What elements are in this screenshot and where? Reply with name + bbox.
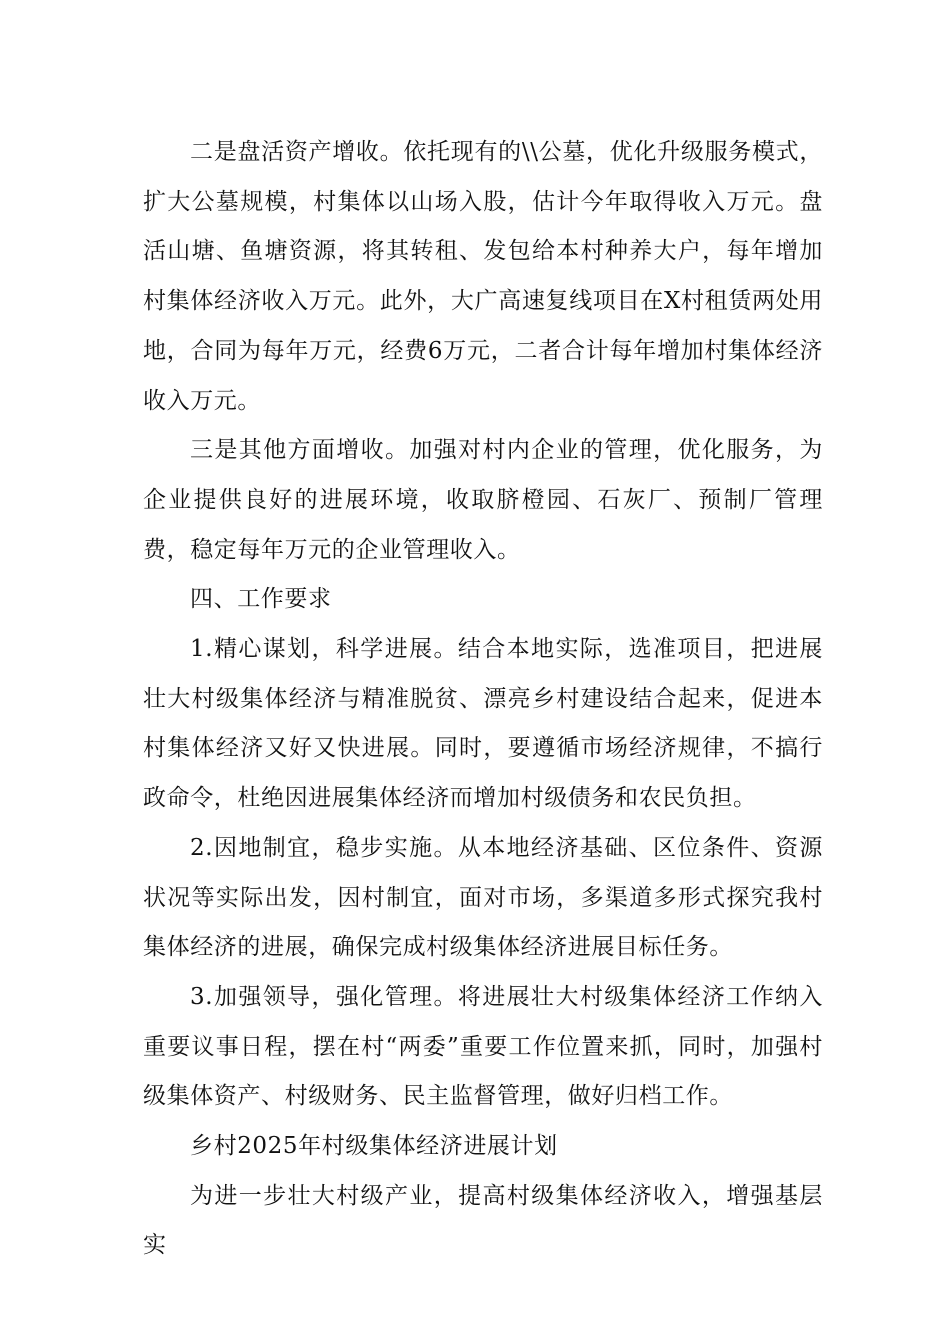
paragraph-requirement-2: 2.因地制宜，稳步实施。从本地经济基础、区位条件、资源状况等实际出发，因村制宜，面对市场，多渠道多形式探究我村集体经济的进展，确保完成村级集体经济进展目标任务。 — [143, 834, 823, 961]
paragraph-requirement-3: 3.加强领导，强化管理。将进展壮大村级集体经济工作纳入重要议事日程，摆在村“两委”重要工作位置来抓，同时，加强村级集体资产、村级财务、民主监督管理，做好归档工作。 — [143, 983, 823, 1110]
section-heading-work-requirements: 四、工作要求 — [190, 586, 332, 613]
document-subtitle: 乡村2025年村级集体经济进展计划 — [190, 1133, 558, 1160]
paragraph-other-income: 三是其他方面增收。加强对村内企业的管理，优化服务，为企业提供良好的进展环境，收取脐橙园、石灰厂、预制厂管理费，稳定每年万元的企业管理收入。 — [143, 437, 823, 563]
document-body — [143, 128, 823, 1271]
paragraph-asset-revitalization: 二是盘活资产增收。依托现有的\\公墓，优化升级服务模式，扩大公墓规模，村集体以山场入股，估计今年取得收入万元。盘活山塘、鱼塘资源，将其转租、发包给本村种养大户，每年增加村集体经济收入万元。此外，大广高速复线项目在X村租赁两处用地，合同为每年万元，经费6万元，二者合计每年增加村集体经济收入万元。 — [143, 139, 823, 414]
paragraph-requirement-1: 1.精心谋划，科学进展。结合本地实际，选准项目，把进展壮大村级集体经济与精准脱贫、漂亮乡村建设结合起来，促进本村集体经济又好又快进展。同时，要遵循市场经济规律，不搞行政命令，杜绝因进展集体经济而增加村级债务和农民负担。 — [143, 636, 823, 812]
paragraph-intro: 为进一步壮大村级产业，提高村级集体经济收入，增强基层实 — [143, 1182, 823, 1259]
